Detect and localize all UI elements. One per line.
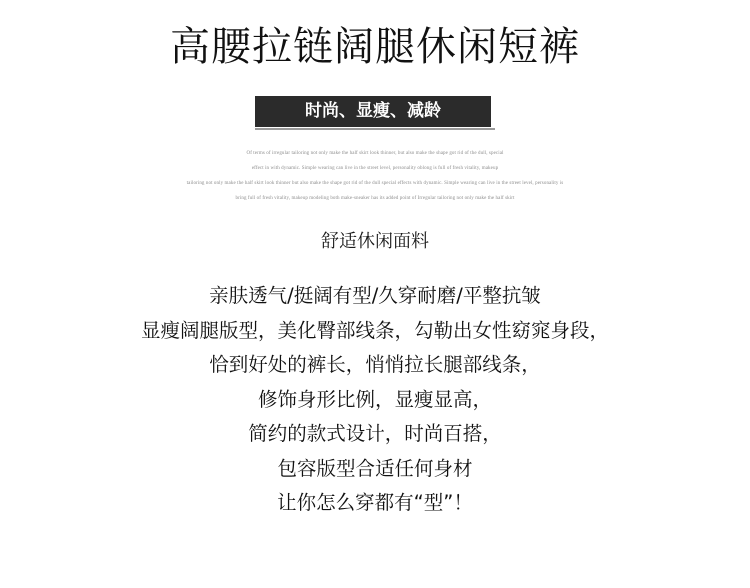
tagline-banner (255, 96, 495, 130)
fine-print-line: bring full of fresh vitality, makeup modeling both make-sneaker has its added point of Irregular tailoring not only make the half skirt (235, 196, 515, 201)
product-title: 高腰拉链阔腿休闲短裤 (170, 24, 580, 70)
tagline-text: 时尚、显瘦、减龄 (255, 96, 491, 127)
fabric-heading: 舒适休闲面料 (321, 231, 429, 252)
fine-print-line: tailoring not only make the half skirt look thinner but also make the shape got rid of the dull special effects with dynamic. Simple wearing can live in the street level, personality is (186, 181, 564, 186)
description-line: 亲肤透气/挺阔有型/久穿耐磨/平整抗皱 (209, 284, 541, 307)
fine-print-line: Of terms of irregular tailoring not only make the half skirt look thinner, but also make the shape got rid of the dull, special (246, 151, 504, 156)
description-line: 包容版型合适任何身材 (277, 456, 473, 480)
description-line: 恰到好处的裤长，悄悄拉长腿部线条， (209, 353, 541, 376)
description-line: 让你怎么穿都有“型”！ (277, 491, 473, 514)
fine-print-paragraph (150, 146, 600, 206)
description-line: 简约的款式设计，时尚百搭， (248, 422, 502, 445)
description-block (0, 279, 750, 521)
description-line: 显瘦阔腿版型，美化臀部线条，勾勒出女性窈窕身段， (140, 318, 609, 342)
fine-print-line: effect in with dynamic. Simple wearing can live in the street level, personality oblong is full of fresh vitality, makeup (251, 166, 499, 171)
description-line: 修饰身形比例，显瘦显高， (257, 387, 492, 411)
